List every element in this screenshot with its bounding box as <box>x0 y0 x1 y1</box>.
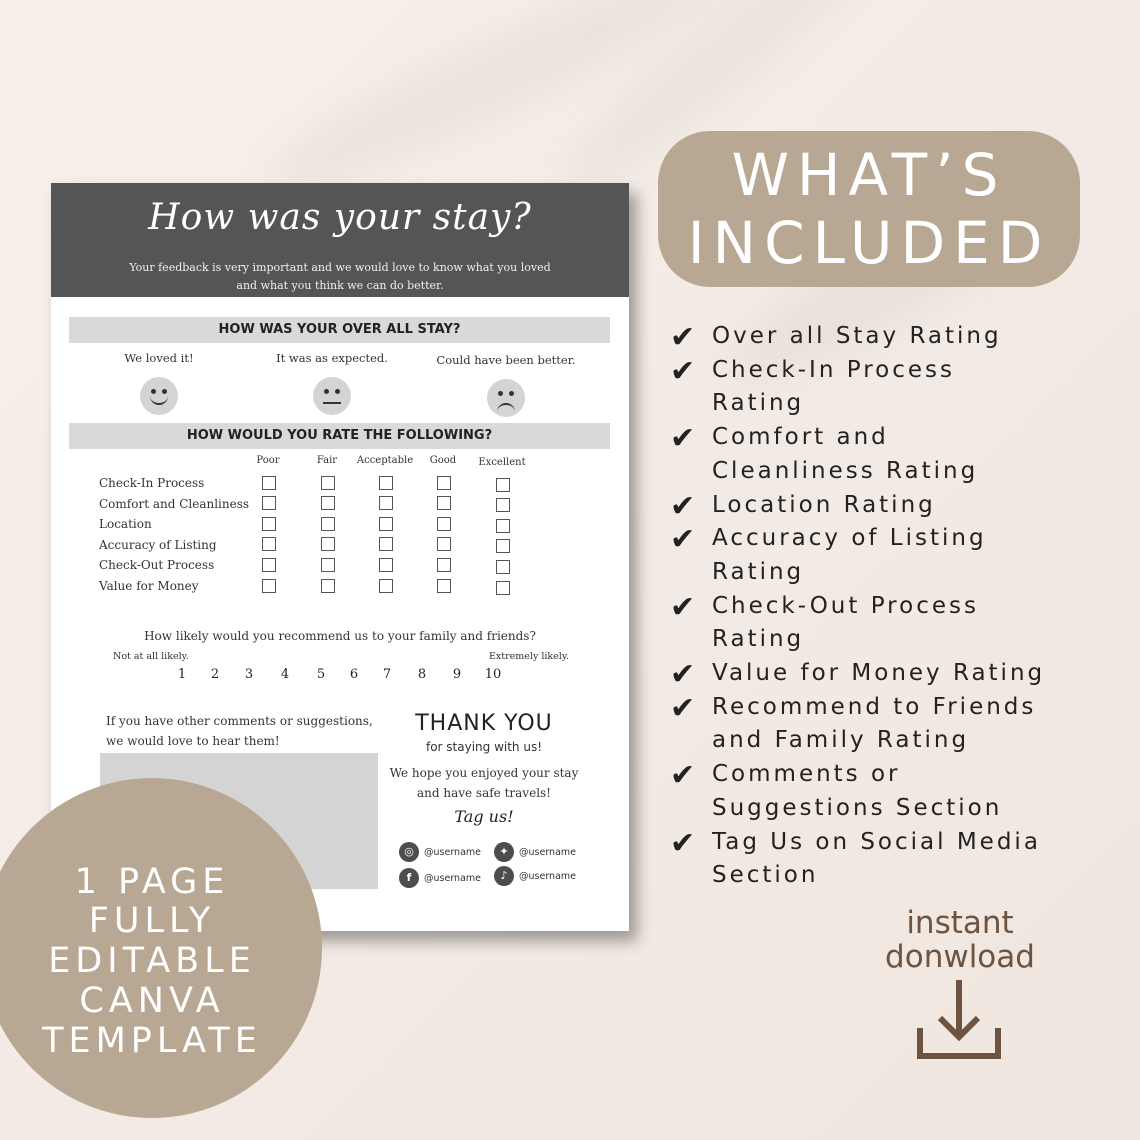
social-handle: @username <box>424 872 481 884</box>
checkmark-icon: ✔ <box>670 353 696 389</box>
rate-following-heading: HOW WOULD YOU RATE THE FOLLOWING? <box>69 423 610 449</box>
neutral-face-icon <box>313 377 351 415</box>
badge-line: EDITABLE <box>48 941 256 981</box>
tag-us-label: Tag us! <box>454 807 514 826</box>
rating-checkbox[interactable] <box>321 579 335 593</box>
rating-checkbox[interactable] <box>262 517 276 531</box>
scale-number[interactable]: 2 <box>210 667 220 682</box>
scale-number[interactable]: 5 <box>316 667 326 682</box>
facebook-icon: f <box>399 868 419 888</box>
rating-row-label: Check-Out Process <box>99 558 215 572</box>
face-label: Could have been better. <box>436 353 576 367</box>
scale-number[interactable]: 4 <box>280 667 290 682</box>
rating-checkbox[interactable] <box>379 558 393 572</box>
social-handle: @username <box>519 870 576 882</box>
rating-checkbox[interactable] <box>437 537 451 551</box>
scale-number[interactable]: 1 <box>177 667 187 682</box>
rating-checkbox[interactable] <box>262 537 276 551</box>
checkmark-icon: ✔ <box>670 825 696 861</box>
rating-checkbox[interactable] <box>379 579 393 593</box>
social-instagram[interactable] <box>399 842 481 862</box>
badge-line: TEMPLATE <box>42 1021 262 1061</box>
social-tiktok[interactable] <box>494 866 576 886</box>
column-header: Excellent <box>478 457 526 468</box>
social-handle: @username <box>424 846 481 858</box>
rating-checkbox[interactable] <box>496 539 510 553</box>
included-item-text: Value for Money Rating <box>712 660 1046 686</box>
rating-row-label: Accuracy of Listing <box>99 538 217 552</box>
sad-face-icon <box>487 379 525 417</box>
scale-number[interactable]: 8 <box>417 667 427 682</box>
rating-checkbox[interactable] <box>321 537 335 551</box>
smiley-face-icon <box>140 377 178 415</box>
rating-row-label: Location <box>99 517 152 531</box>
scale-number[interactable]: 10 <box>484 667 502 682</box>
included-item-text: Tag Us on Social Media Section <box>712 828 1041 889</box>
checkmark-icon: ✔ <box>670 421 696 457</box>
flyer-subtitle-line: and what you think we can do better. <box>236 279 444 292</box>
checkmark-icon: ✔ <box>670 758 696 794</box>
badge-line: 1 PAGE <box>74 862 230 902</box>
rating-checkbox[interactable] <box>379 517 393 531</box>
scale-number[interactable]: 6 <box>349 667 359 682</box>
badge-line: CANVA <box>79 981 225 1021</box>
comments-prompt-line: If you have other comments or suggestions, <box>106 714 373 728</box>
included-item-text: Accuracy of Listing Rating <box>712 525 987 585</box>
rating-checkbox[interactable] <box>321 496 335 510</box>
rating-checkbox[interactable] <box>496 560 510 574</box>
rating-checkbox[interactable] <box>437 517 451 531</box>
checkmark-icon: ✔ <box>670 522 696 558</box>
whats-included-line: WHAT’S <box>731 141 1007 209</box>
scale-high-label: Extremely likely. <box>489 651 569 662</box>
thank-you-message-line: We hope you enjoyed your stay <box>389 766 579 780</box>
face-label: It was as expected. <box>276 351 388 365</box>
rating-checkbox[interactable] <box>496 478 510 492</box>
rating-checkbox[interactable] <box>262 496 276 510</box>
flyer-subtitle <box>51 259 629 295</box>
rating-checkbox[interactable] <box>437 476 451 490</box>
face-option-loved[interactable] <box>74 351 244 415</box>
instant-download-line: instant <box>906 905 1014 941</box>
scale-number[interactable]: 7 <box>382 667 392 682</box>
rating-checkbox[interactable] <box>379 537 393 551</box>
scale-number[interactable]: 3 <box>244 667 254 682</box>
rating-checkbox[interactable] <box>496 519 510 533</box>
included-item-text: Location Rating <box>712 491 936 518</box>
scale-number[interactable]: 9 <box>452 667 462 682</box>
whats-included-badge <box>658 131 1080 287</box>
column-header: Good <box>429 455 457 466</box>
rating-row-label: Comfort and Cleanliness <box>99 497 250 511</box>
rating-checkbox[interactable] <box>437 558 451 572</box>
whats-included-line: INCLUDED <box>687 209 1051 277</box>
download-icon <box>916 976 1002 1062</box>
rating-checkbox[interactable] <box>379 496 393 510</box>
checkmark-icon: ✔ <box>670 690 696 726</box>
included-item-text: Check-Out Process Rating <box>712 592 979 653</box>
checkmark-icon: ✔ <box>670 657 696 692</box>
scale-low-label: Not at all likely. <box>113 651 189 662</box>
rating-checkbox[interactable] <box>262 476 276 490</box>
rating-checkbox[interactable] <box>437 496 451 510</box>
social-handle: @username <box>519 846 576 858</box>
rating-checkbox[interactable] <box>262 579 276 593</box>
thank-you-subtitle: for staying with us! <box>425 740 543 754</box>
recommend-question: How likely would you recommend us to your family and friends? <box>144 629 536 643</box>
face-option-better[interactable] <box>421 353 591 417</box>
face-label: We loved it! <box>124 351 194 365</box>
badge-line: FULLY <box>88 901 216 941</box>
comments-prompt-line: we would love to hear them! <box>106 734 280 748</box>
included-item-text: Recommend to Friends and Family Rating <box>712 693 1037 754</box>
checkmark-icon: ✔ <box>670 589 696 625</box>
thank-you-title: THANK YOU <box>415 711 553 736</box>
included-item-text: Check-In Process Rating <box>712 356 955 417</box>
thank-you-message-line: and have safe travels! <box>416 786 552 800</box>
rating-row-label: Check-In Process <box>99 476 205 490</box>
rating-row-label: Value for Money <box>99 579 199 593</box>
instant-download-label <box>840 906 1080 974</box>
instagram-icon: ◎ <box>399 842 419 862</box>
editable-template-badge <box>0 778 322 1118</box>
rating-checkbox[interactable] <box>262 558 276 572</box>
tiktok-icon: ♪ <box>494 866 514 886</box>
rating-checkbox[interactable] <box>321 517 335 531</box>
twitter-icon: ✦ <box>494 842 514 862</box>
instant-download-line: donwload <box>885 939 1035 975</box>
flyer-title: How was your stay? <box>148 197 532 238</box>
rating-checkbox[interactable] <box>496 498 510 512</box>
rating-checkbox[interactable] <box>321 558 335 572</box>
column-header: Poor <box>256 455 280 466</box>
social-twitter[interactable] <box>494 842 576 862</box>
rating-checkbox[interactable] <box>496 581 510 595</box>
checkmark-icon: ✔ <box>670 488 696 524</box>
rating-checkbox[interactable] <box>437 579 451 593</box>
thank-you-message <box>384 763 584 803</box>
column-header: Fair <box>316 455 338 466</box>
rating-checkbox[interactable] <box>321 476 335 490</box>
included-item-text: Comments or Suggestions Section <box>712 761 1003 821</box>
social-facebook[interactable] <box>399 868 481 888</box>
overall-stay-heading: HOW WAS YOUR OVER ALL STAY? <box>69 317 610 343</box>
flyer-subtitle-line: Your feedback is very important and we would love to know what you loved <box>129 261 551 274</box>
checkmark-icon: ✔ <box>670 320 696 355</box>
included-item-text: Over all Stay Rating <box>712 323 1002 349</box>
included-item-text: Comfort and Cleanliness Rating <box>712 424 979 484</box>
rating-checkbox[interactable] <box>379 476 393 490</box>
column-header: Acceptable <box>356 455 414 466</box>
flyer-header <box>51 183 629 297</box>
face-option-expected[interactable] <box>247 351 417 415</box>
comments-prompt <box>106 711 376 751</box>
